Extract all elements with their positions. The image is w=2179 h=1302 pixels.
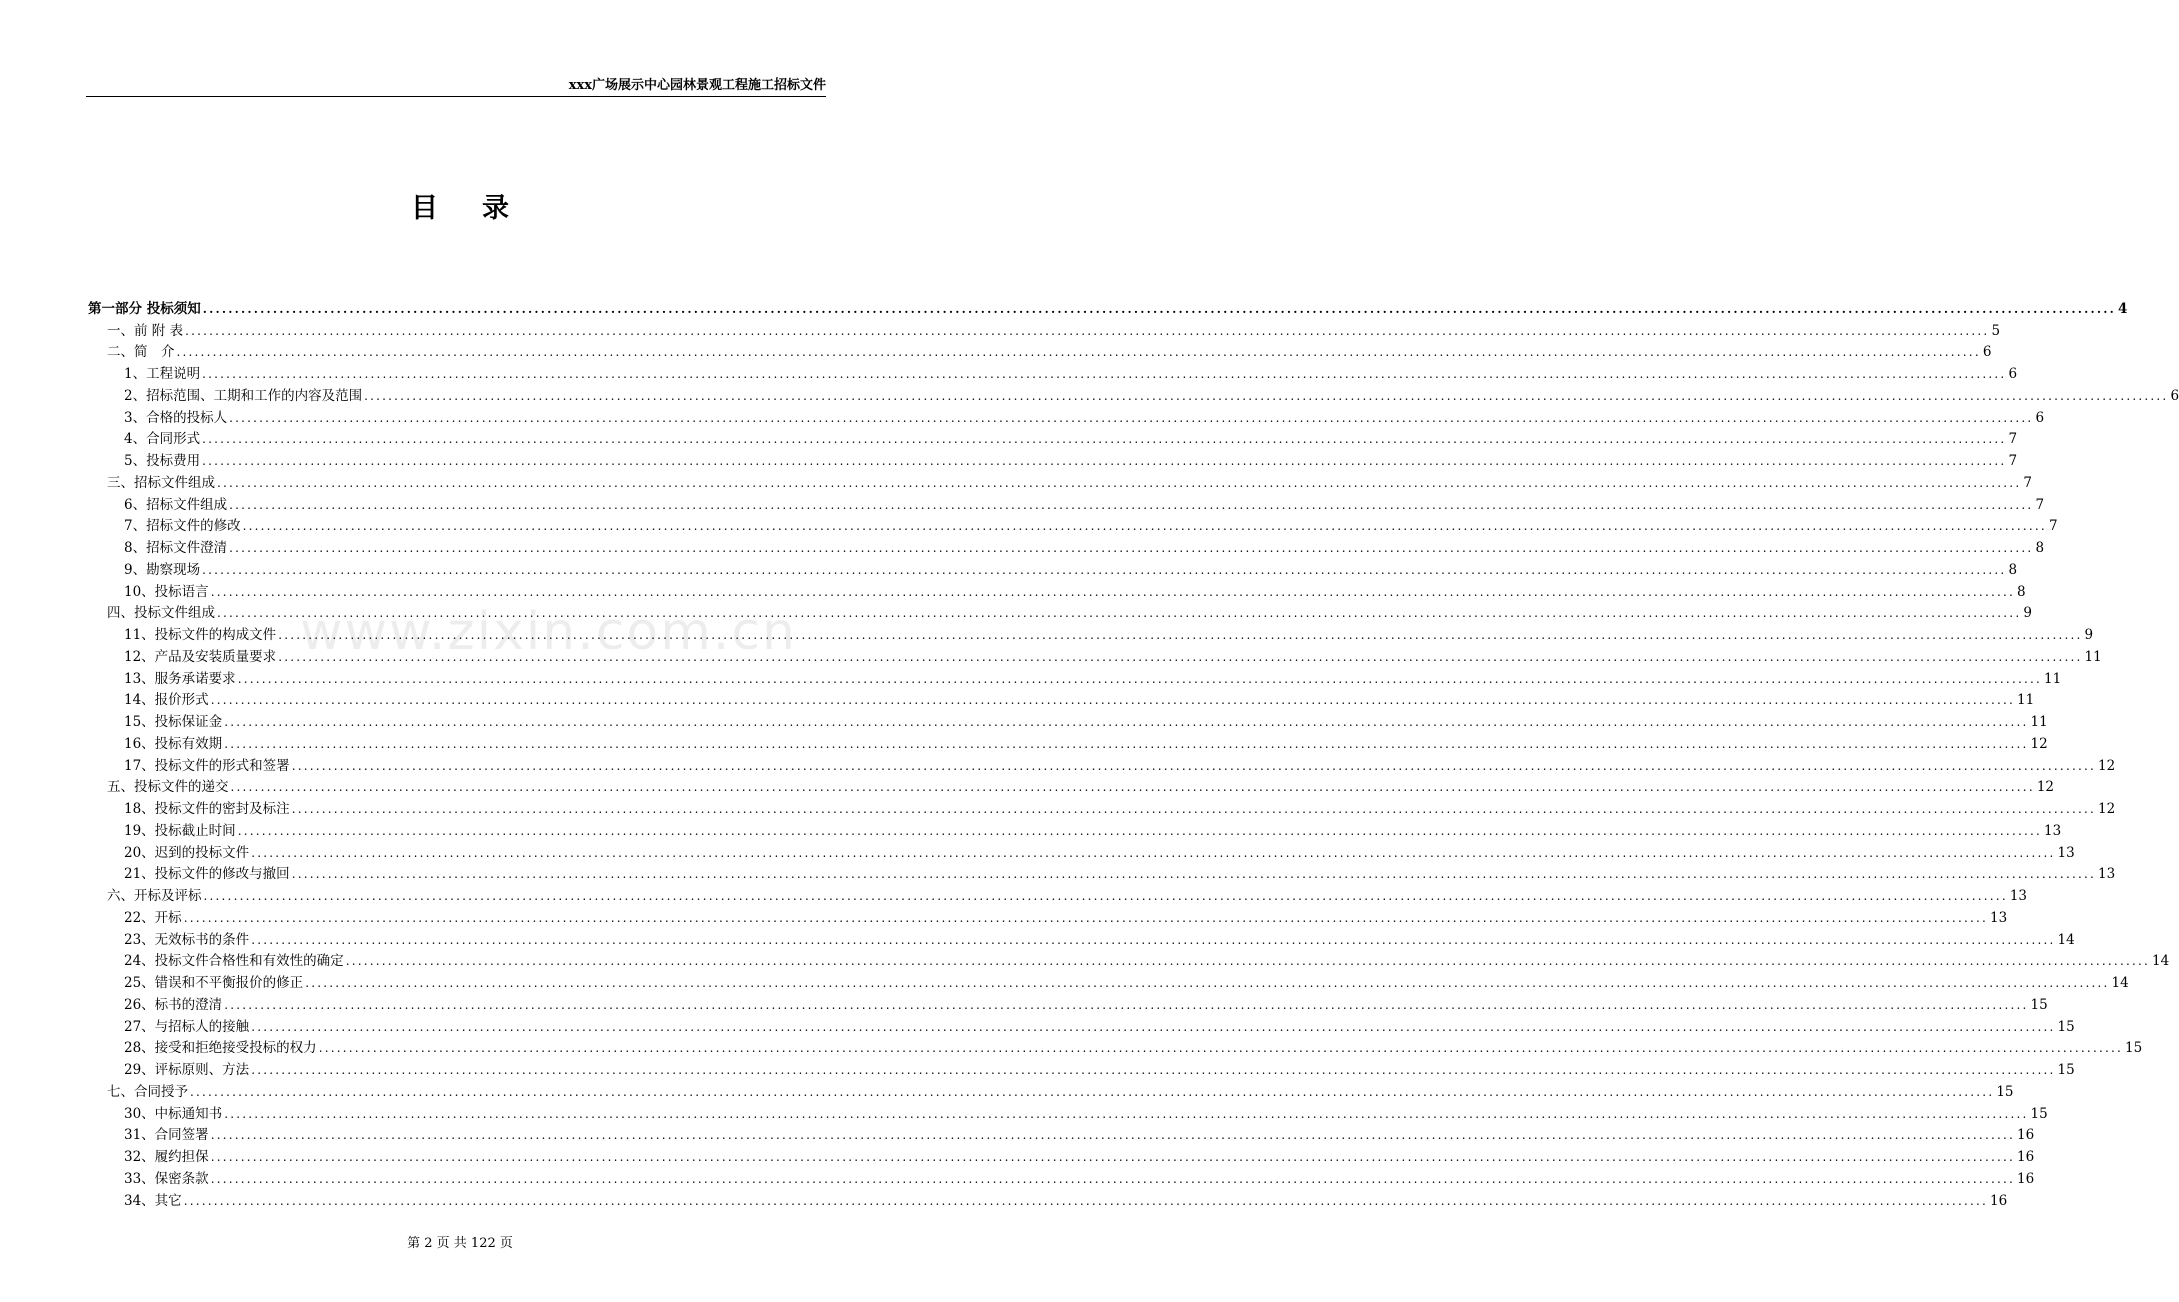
toc-entry-label: 14、报价形式 bbox=[124, 692, 209, 709]
toc-entry-page-number: 16 bbox=[2017, 1170, 2035, 1187]
toc-dot-leader: ............................................................................................................................................................................................................................................................................................................ bbox=[202, 367, 2007, 381]
toc-entry-page-number: 8 bbox=[2017, 583, 2026, 600]
toc-dot-leader: ............................................................................................................................................................................................................................................................................................................ bbox=[242, 519, 2047, 534]
toc-entry[interactable] bbox=[88, 970, 2129, 992]
toc-entry-page-number: 15 bbox=[2057, 1062, 2075, 1078]
toc-entry-page-number: 12 bbox=[2030, 735, 2048, 752]
toc-dot-leader: ............................................................................................................................................................................................................................................................................................................ bbox=[210, 1171, 2016, 1186]
toc-entry-page-number: 7 bbox=[2008, 453, 2018, 469]
toc-dot-leader: ............................................................................................................................................................................................................................................................................................................ bbox=[237, 823, 2043, 838]
toc-dot-leader: ............................................................................................................................................................................................................................................................................................................ bbox=[291, 802, 2097, 816]
toc-entry-page-number: 14 bbox=[2111, 975, 2129, 991]
toc-entry-label: 四、投标文件组成 bbox=[107, 605, 215, 622]
toc-dot-leader: ............................................................................................................................................................................................................................................................................................................ bbox=[364, 388, 2169, 403]
toc-entry-page-number: 13 bbox=[1990, 909, 2008, 926]
toc-entry-page-number: 16 bbox=[1990, 1192, 2008, 1209]
toc-entry[interactable] bbox=[88, 1014, 2075, 1036]
toc-entry-label: 7、招标文件的修改 bbox=[124, 518, 241, 535]
toc-entry[interactable] bbox=[88, 1079, 2014, 1101]
toc-dot-leader: ............................................................................................................................................................................................................................................................................................................ bbox=[183, 1193, 1989, 1208]
toc-dot-leader: ............................................................................................................................................................................................................................................................................................................ bbox=[176, 345, 1981, 360]
toc-entry-label: 5、投标费用 bbox=[124, 453, 201, 469]
toc-entry[interactable] bbox=[88, 709, 2048, 731]
toc-entry-label: 13、服务承诺要求 bbox=[124, 670, 236, 687]
toc-entry-label: 32、履约担保 bbox=[124, 1149, 209, 1165]
toc-entry-label: 3、合格的投标人 bbox=[124, 409, 228, 426]
toc-entry[interactable] bbox=[88, 579, 2026, 601]
toc-entry-label: 23、无效标书的条件 bbox=[124, 931, 250, 948]
toc-entry-page-number: 12 bbox=[2098, 757, 2116, 774]
toc-entry[interactable] bbox=[88, 535, 2045, 557]
toc-entry-label: 二、简 介 bbox=[107, 344, 175, 361]
toc-entry[interactable] bbox=[88, 644, 2102, 666]
toc-entry-label: 31、合同签署 bbox=[124, 1127, 209, 1144]
toc-entry-page-number: 9 bbox=[2084, 627, 2094, 643]
toc-entry-page-number: 15 bbox=[2030, 1105, 2048, 1122]
toc-entry[interactable] bbox=[88, 1188, 2008, 1210]
toc-entry-label: 11、投标文件的构成文件 bbox=[124, 627, 277, 643]
toc-dot-leader: ............................................................................................................................................................................................................................................................................................................ bbox=[202, 562, 2007, 577]
toc-entry[interactable] bbox=[88, 405, 2045, 427]
toc-dot-leader: ............................................................................................................................................................................................................................................................................................................ bbox=[202, 454, 2007, 468]
toc-dot-leader: ............................................................................................................................................................................................................................................................................................................ bbox=[224, 997, 2029, 1012]
toc-entry-page-number: 6 bbox=[1982, 344, 1992, 361]
toc-dot-leader: ............................................................................................................................................................................................................................................................................................................ bbox=[185, 323, 1990, 338]
toc-entry-page-number: 13 bbox=[2009, 888, 2028, 904]
toc-entry-page-number: 16 bbox=[2017, 1127, 2035, 1144]
table-of-contents bbox=[88, 296, 2179, 1210]
toc-entry[interactable] bbox=[88, 1036, 2143, 1058]
toc-entry-page-number: 15 bbox=[2125, 1040, 2143, 1057]
toc-dot-leader: ............................................................................................................................................................................................................................................................................................................ bbox=[251, 1019, 2056, 1034]
toc-entry-page-number: 16 bbox=[2017, 1149, 2035, 1165]
toc-entry[interactable] bbox=[88, 927, 2075, 949]
toc-entry[interactable] bbox=[88, 383, 2179, 405]
toc-entry-label: 27、与招标人的接触 bbox=[124, 1018, 250, 1035]
toc-entry-page-number: 11 bbox=[2030, 714, 2048, 730]
toc-entry[interactable] bbox=[88, 1166, 2035, 1188]
toc-entry-page-number: 11 bbox=[2084, 648, 2102, 665]
toc-dot-leader: ............................................................................................................................................................................................................................................................................................................ bbox=[210, 584, 2016, 599]
toc-entry-page-number: 7 bbox=[2035, 496, 2045, 513]
toc-entry-label: 一、前 附 表 bbox=[107, 322, 184, 339]
toc-dot-leader: ............................................................................................................................................................................................................................................................................................................ bbox=[224, 715, 2029, 729]
toc-entry-label: 六、开标及评标 bbox=[107, 888, 202, 904]
toc-dot-leader: ............................................................................................................................................................................................................................................................................................................ bbox=[251, 845, 2056, 860]
toc-entry-label: 18、投标文件的密封及标注 bbox=[124, 801, 290, 817]
toc-dot-leader: ............................................................................................................................................................................................................................................................................................................ bbox=[278, 628, 2083, 642]
toc-entry-page-number: 7 bbox=[2048, 518, 2058, 535]
toc-entry-page-number: 7 bbox=[2023, 474, 2032, 491]
toc-entry[interactable] bbox=[88, 1123, 2035, 1145]
toc-entry[interactable] bbox=[88, 949, 2170, 971]
toc-dot-leader: ............................................................................................................................................................................................................................................................................................................ bbox=[251, 1063, 2056, 1077]
toc-entry[interactable] bbox=[88, 840, 2075, 862]
toc-entry-label: 34、其它 bbox=[124, 1192, 182, 1209]
toc-dot-leader: ............................................................................................................................................................................................................................................................................................................ bbox=[237, 671, 2043, 686]
toc-entry[interactable] bbox=[88, 883, 2028, 905]
toc-dot-leader: ............................................................................................................................................................................................................................................................................................................ bbox=[229, 541, 2034, 555]
toc-entry-page-number: 15 bbox=[2030, 996, 2048, 1013]
toc-entry[interactable] bbox=[88, 905, 2008, 927]
document-header: xxx广场展示中心园林景观工程施工招标文件 bbox=[86, 74, 826, 97]
toc-dot-leader: ............................................................................................................................................................................................................................................................................................................ bbox=[305, 976, 2110, 990]
toc-dot-leader: ............................................................................................................................................................................................................................................................................................................ bbox=[345, 954, 2151, 969]
toc-entry-page-number: 14 bbox=[2057, 931, 2075, 948]
toc-entry-label: 16、投标有效期 bbox=[124, 735, 223, 752]
toc-entry[interactable] bbox=[88, 796, 2116, 818]
toc-entry-label: 10、投标语言 bbox=[124, 583, 209, 600]
toc-entry-label: 33、保密条款 bbox=[124, 1170, 209, 1187]
toc-entry-label: 6、招标文件组成 bbox=[124, 496, 228, 513]
toc-entry[interactable] bbox=[88, 601, 2032, 623]
toc-entry-label: 15、投标保证金 bbox=[124, 714, 223, 730]
watermark: www.zixin.com.cn bbox=[300, 602, 797, 662]
toc-entry[interactable] bbox=[88, 492, 2045, 514]
toc-entry-label: 三、招标文件组成 bbox=[107, 474, 215, 491]
toc-entry[interactable] bbox=[88, 731, 2048, 753]
toc-dot-leader: ............................................................................................................................................................................................................................................................................................................ bbox=[224, 736, 2029, 751]
toc-dot-leader: ............................................................................................................................................................................................................................................................................................................ bbox=[210, 1128, 2016, 1143]
toc-entry-page-number: 9 bbox=[2023, 605, 2032, 622]
toc-entry[interactable] bbox=[88, 427, 2018, 449]
toc-entry-label: 2、招标范围、工期和工作的内容及范围 bbox=[124, 387, 363, 404]
toc-entry[interactable] bbox=[88, 448, 2018, 470]
toc-entry[interactable] bbox=[88, 557, 2018, 579]
toc-dot-leader: ............................................................................................................................................................................................................................................................................................................ bbox=[217, 475, 2022, 490]
toc-entry-label: 4、合同形式 bbox=[124, 431, 201, 448]
toc-entry-label: 28、接受和拒绝接受投标的权力 bbox=[124, 1040, 317, 1057]
toc-dot-leader: ............................................................................................................................................................................................................................................................................................................ bbox=[229, 410, 2034, 425]
toc-entry-page-number: 6 bbox=[2008, 366, 2018, 382]
page-title: 目录 bbox=[411, 193, 553, 224]
toc-entry[interactable] bbox=[88, 666, 2062, 688]
toc-entry[interactable] bbox=[88, 688, 2035, 710]
toc-entry[interactable] bbox=[88, 1144, 2035, 1166]
toc-dot-leader: ............................................................................................................................................................................................................................................................................................................ bbox=[278, 649, 2083, 664]
toc-entry-label: 24、投标文件合格性和有效性的确定 bbox=[124, 953, 344, 970]
toc-entry-page-number: 12 bbox=[2036, 779, 2055, 796]
toc-entry-label: 26、标书的澄清 bbox=[124, 996, 223, 1013]
toc-entry[interactable] bbox=[88, 992, 2048, 1014]
toc-entry-page-number: 14 bbox=[2152, 953, 2170, 970]
toc-entry-page-number: 11 bbox=[2017, 692, 2035, 709]
toc-dot-leader: ............................................................................................................................................................................................................................................................................................................ bbox=[210, 1150, 2016, 1164]
toc-dot-leader: ............................................................................................................................................................................................................................................................................................................ bbox=[202, 432, 2007, 447]
toc-entry-page-number: 8 bbox=[2035, 540, 2045, 556]
toc-entry-page-number: 6 bbox=[2170, 387, 2179, 404]
toc-dot-leader: ............................................................................................................................................................................................................................................................................................................ bbox=[190, 1084, 1995, 1099]
toc-entry[interactable] bbox=[88, 361, 2018, 383]
toc-entry-page-number: 6 bbox=[2035, 409, 2045, 426]
toc-entry[interactable] bbox=[88, 1057, 2075, 1079]
toc-entry-page-number: 11 bbox=[2044, 670, 2062, 687]
toc-entry[interactable] bbox=[88, 622, 2094, 644]
toc-dot-leader: ............................................................................................................................................................................................................................................................................................................ bbox=[251, 932, 2056, 947]
toc-dot-leader: ............................................................................................................................................................................................................................................................................................................ bbox=[291, 758, 2097, 773]
toc-entry-label: 1、工程说明 bbox=[124, 366, 201, 382]
toc-entry[interactable] bbox=[88, 1101, 2048, 1123]
toc-entry-label: 20、迟到的投标文件 bbox=[124, 844, 250, 861]
toc-entry-page-number: 13 bbox=[2098, 866, 2116, 883]
toc-dot-leader: ............................................................................................................................................................................................................................................................................................................ bbox=[291, 867, 2097, 882]
toc-entry-label: 19、投标截止时间 bbox=[124, 822, 236, 839]
toc-entry-label: 29、评标原则、方法 bbox=[124, 1062, 250, 1078]
toc-entry-page-number: 5 bbox=[1991, 322, 2001, 339]
toc-entry-label: 12、产品及安装质量要求 bbox=[124, 648, 277, 665]
toc-dot-leader: ............................................................................................................................................................................................................................................................................................................ bbox=[183, 910, 1989, 925]
toc-entry-label: 30、中标通知书 bbox=[124, 1105, 223, 1122]
toc-entry-page-number: 13 bbox=[2057, 844, 2075, 861]
toc-entry-label: 第一部分 投标须知 bbox=[88, 300, 201, 317]
toc-entry-page-number: 15 bbox=[1996, 1083, 2014, 1100]
toc-entry[interactable] bbox=[88, 862, 2116, 884]
toc-entry-label: 25、错误和不平衡报价的修正 bbox=[124, 975, 304, 991]
toc-entry[interactable] bbox=[88, 470, 2032, 492]
toc-entry[interactable] bbox=[88, 753, 2116, 775]
toc-entry-page-number: 4 bbox=[2118, 300, 2128, 317]
toc-dot-leader: ............................................................................................................................................................................................................................................................................................................ bbox=[203, 889, 2008, 903]
toc-entry[interactable] bbox=[88, 818, 2062, 840]
toc-entry-page-number: 8 bbox=[2008, 561, 2018, 578]
toc-dot-leader: ............................................................................................................................................................................................................................................................................................................ bbox=[210, 693, 2016, 708]
toc-dot-leader: ............................................................................................................................................................................................................................................................................................................ bbox=[318, 1041, 2124, 1056]
toc-entry-label: 五、投标文件的递交 bbox=[107, 779, 229, 796]
toc-entry-page-number: 7 bbox=[2008, 431, 2018, 448]
toc-entry-label: 七、合同授予 bbox=[107, 1083, 188, 1100]
toc-dot-leader: ............................................................................................................................................................................................................................................................................................................ bbox=[230, 780, 2035, 795]
toc-entry[interactable] bbox=[88, 318, 2001, 340]
toc-part-entry[interactable] bbox=[88, 296, 2128, 318]
toc-entry-page-number: 15 bbox=[2057, 1018, 2075, 1035]
toc-dot-leader: ............................................................................................................................................................................................................................................................................................................ bbox=[202, 301, 2117, 316]
toc-dot-leader: ............................................................................................................................................................................................................................................................................................................ bbox=[224, 1106, 2029, 1121]
toc-entry[interactable] bbox=[88, 340, 1992, 362]
page-footer: 第 2 页 共 122 页 bbox=[407, 1236, 513, 1251]
toc-dot-leader: ............................................................................................................................................................................................................................................................................................................ bbox=[229, 497, 2034, 512]
toc-dot-leader: ............................................................................................................................................................................................................................................................................................................ bbox=[217, 606, 2022, 621]
toc-entry-label: 9、勘察现场 bbox=[124, 561, 201, 578]
toc-entry-label: 8、招标文件澄清 bbox=[124, 540, 228, 556]
toc-entry-label: 17、投标文件的形式和签署 bbox=[124, 757, 290, 774]
toc-entry[interactable] bbox=[88, 514, 2058, 536]
toc-entry-label: 21、投标文件的修改与撤回 bbox=[124, 866, 290, 883]
toc-entry-label: 22、开标 bbox=[124, 909, 182, 926]
toc-entry-page-number: 13 bbox=[2044, 822, 2062, 839]
toc-entry-page-number: 12 bbox=[2098, 801, 2116, 817]
toc-entry[interactable] bbox=[88, 775, 2055, 797]
